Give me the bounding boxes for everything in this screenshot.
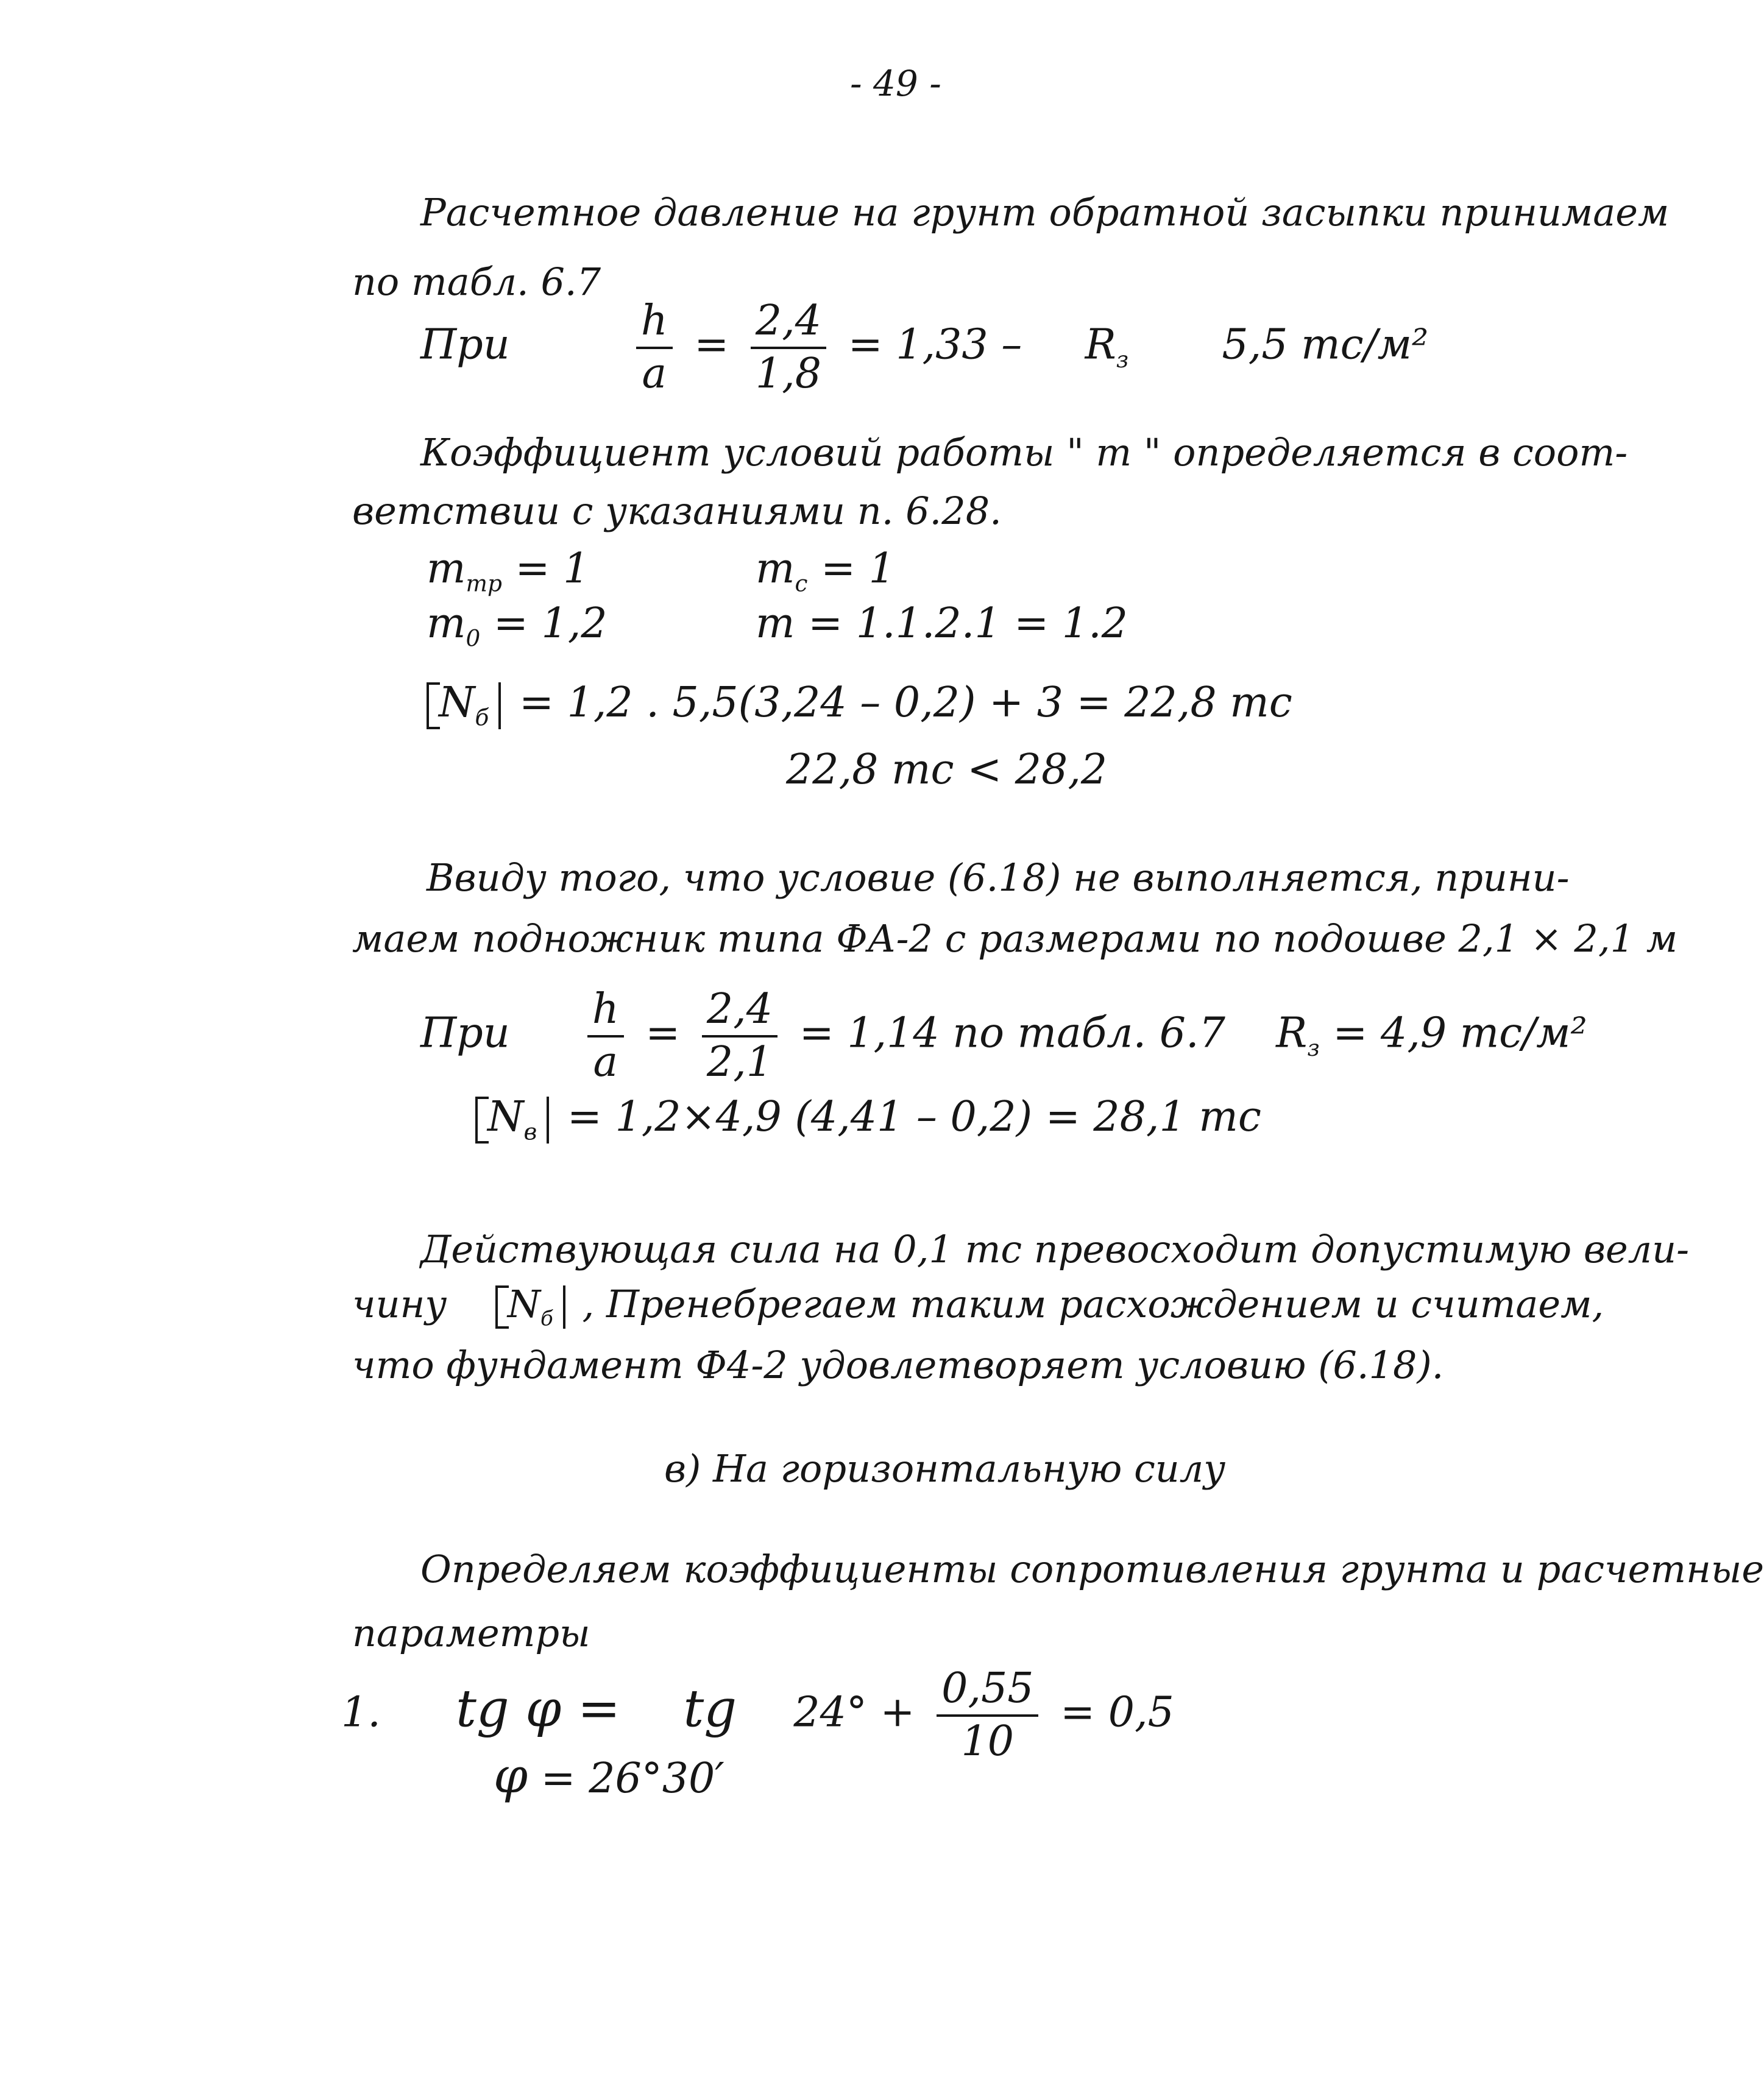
fraction-numerator: h — [587, 987, 624, 1038]
phi-symbol: φ — [494, 1747, 528, 1804]
r-subscript: з — [1307, 1034, 1320, 1061]
coef-value: = 1.1.2.1 = 1.2 — [808, 599, 1128, 648]
formula-nb-1 — [427, 679, 1292, 731]
m-symbol: m — [756, 599, 795, 648]
coef-m-c — [756, 545, 895, 597]
coef-m-0 — [427, 599, 607, 652]
fraction-h-over-a — [636, 299, 673, 397]
paragraph-3-line-2: маем подножник типа ФА-2 с размерами по подошве 2,1 × 2,1 м — [352, 916, 1678, 961]
equals-sign: = — [645, 1009, 681, 1058]
bracket-nb — [495, 1282, 565, 1331]
m-symbol: m — [756, 545, 795, 593]
r-subscript: з — [1116, 345, 1129, 373]
m-subscript: тр — [466, 570, 502, 597]
pressure-value: = 4,9 тс/м² — [1333, 1009, 1587, 1058]
page-number: - 49 - — [850, 63, 941, 104]
fraction-h-over-a — [587, 987, 624, 1086]
fraction-values — [751, 299, 826, 397]
coef-m — [756, 599, 1128, 648]
formula-tg — [341, 1666, 1174, 1765]
n-subscript: б — [540, 1306, 553, 1331]
fraction-values — [702, 987, 778, 1086]
formula-phi — [494, 1747, 724, 1804]
paragraph-4-line-1: Действующая сила на 0,1 тс превосходит допустимую вели- — [420, 1227, 1690, 1271]
fraction-numerator: 0,55 — [937, 1666, 1038, 1717]
fraction-numerator: h — [636, 299, 673, 349]
formula-pri-label: При — [420, 320, 510, 369]
section-heading: в) На горизонтальную силу — [664, 1446, 1226, 1491]
fraction-denominator: 2,1 — [706, 1038, 773, 1086]
formula-pressure-2 — [420, 987, 1587, 1086]
n-symbol: N — [487, 1093, 524, 1141]
paragraph-5-line-1: Определяем коэффициенты сопротивления грунта и расчетные — [420, 1547, 1764, 1591]
n-symbol: N — [439, 679, 475, 727]
m-symbol: m — [427, 545, 466, 593]
paragraph-3-line-1: Ввиду того, что условие (6.18) не выполняется, прини- — [427, 855, 1570, 900]
ratio-result: = 1,33 – — [848, 320, 1022, 369]
m-symbol: m — [427, 599, 466, 648]
tg-result: = 0,5 — [1060, 1688, 1174, 1737]
fraction-denominator: a — [642, 349, 667, 398]
plus-sign: + — [880, 1688, 915, 1737]
fraction-denominator: 1,8 — [755, 349, 822, 398]
formula-nb-2 — [475, 1093, 1261, 1145]
m-subscript: c — [795, 570, 808, 597]
fraction-increment — [937, 1666, 1038, 1765]
n-symbol: N — [507, 1282, 540, 1326]
bracket-nb — [475, 1093, 549, 1145]
tg-lhs: tg φ = — [456, 1678, 621, 1739]
text-fragment: чину — [352, 1282, 447, 1326]
ratio-result: = 1,14 по табл. 6.7 — [799, 1009, 1225, 1058]
paragraph-2-line-1: Коэффициент условий работы " m " определяется в соот- — [420, 430, 1628, 475]
paragraph-4-line-3: что фундамент Ф4-2 удовлетворяет условию (6.18). — [352, 1343, 1444, 1387]
fraction-denominator: 10 — [961, 1717, 1015, 1766]
coef-value: = 1,2 — [493, 599, 607, 648]
formula-pri-label: При — [420, 1009, 510, 1058]
r-symbol: R — [1276, 1009, 1308, 1058]
m-subscript: 0 — [466, 624, 481, 652]
fraction-numerator: 2,4 — [702, 987, 778, 1038]
item-number: 1. — [341, 1688, 381, 1737]
text-fragment: , Пренебрегаем таким расхождением и считаем, — [582, 1282, 1604, 1326]
coef-value: = 1 — [821, 545, 895, 593]
n-subscript: б — [475, 704, 489, 731]
paragraph-1-line-1: Расчетное давление на грунт обратной засыпки принимаем — [420, 190, 1670, 235]
paragraph-5-line-2: параметры — [352, 1611, 590, 1655]
tg-symbol: tg — [683, 1678, 737, 1739]
paragraph-2-line-2: ветствии с указаниями п. 6.28. — [352, 489, 1002, 533]
formula-pressure-1 — [420, 299, 1428, 397]
paragraph-4-line-2 — [352, 1282, 1604, 1331]
nb-comparison: 22,8 тс < 28,2 — [786, 746, 1108, 794]
coef-value: = 1 — [515, 545, 590, 593]
coef-m-tr — [427, 545, 590, 597]
paragraph-1-line-2: по табл. 6.7 — [352, 260, 601, 304]
angle-value: 24° — [793, 1688, 867, 1737]
nb-expression: = 1,2×4,9 (4,41 – 0,2) = 28,1 тс — [567, 1093, 1261, 1141]
n-subscript: в — [523, 1118, 537, 1145]
pressure-value: 5,5 тс/м² — [1222, 320, 1429, 369]
r-symbol: R — [1085, 320, 1116, 369]
fraction-numerator: 2,4 — [751, 299, 826, 349]
bracket-nb — [427, 679, 501, 731]
fraction-denominator: a — [593, 1038, 618, 1086]
equals-sign: = — [694, 320, 729, 369]
nb-expression: = 1,2 . 5,5(3,24 – 0,2) + 3 = 22,8 тс — [519, 679, 1292, 727]
phi-value: = 26°30′ — [540, 1755, 724, 1803]
